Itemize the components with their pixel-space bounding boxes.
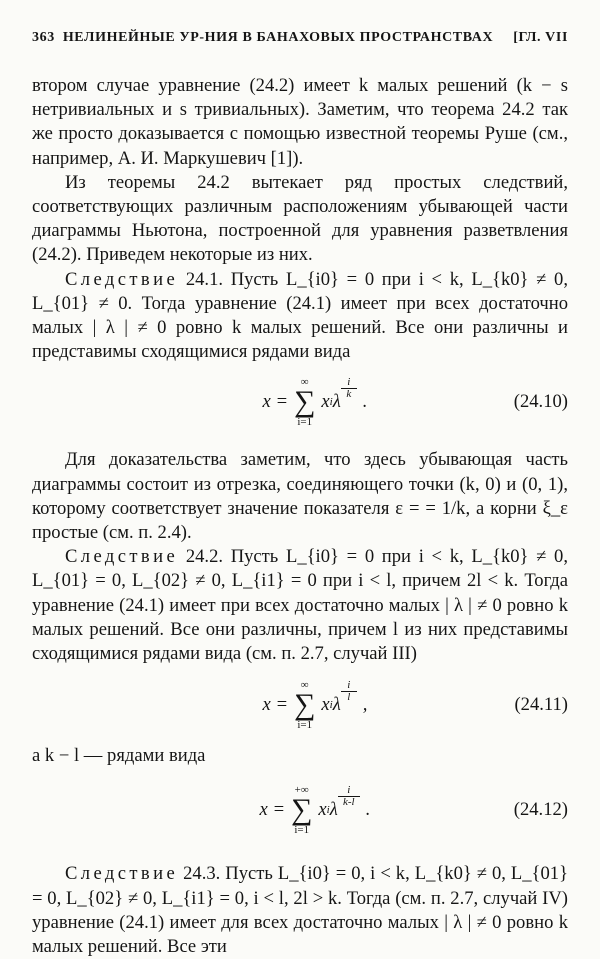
paragraph-4: Для доказательства заметим, что здесь убывающая часть диаграммы состоит из отрезка, соединяющего точки (k, 0) и (0, 1), которому соответствует значение показателя ε = = 1/k, а корни ξ_ε простые (см. п. 2.4). bbox=[32, 449, 568, 544]
corollary-label: Следствие bbox=[65, 863, 179, 885]
exponent: i k bbox=[341, 377, 357, 400]
exponent: i k-l bbox=[338, 785, 360, 808]
running-header bbox=[32, 30, 568, 46]
equation-number: (24.11) bbox=[514, 694, 568, 716]
corollary-24-3: Следствие 24.3. Пусть L_{i0} = 0, i < k, L_{k0} ≠ 0, L_{01} = 0, L_{02} ≠ 0, L_{i1} = 0, i < l, 2l > k. Тогда (см. п. 2.7, случай IV) уравнение (24.1) имеет для всех достаточно малых | λ | ≠ 0 ровно k малых решений. Все эти bbox=[32, 863, 568, 958]
corollary-24-1: Следствие 24.1. Пусть L_{i0} = 0 при i < k, L_{k0} ≠ 0, L_{01} ≠ 0. Тогда уравнение (24.1) имеет при всех достаточно малых | λ | ≠ 0 ровно k малых решений. Все они различны и представимы сходящимися рядами вида bbox=[32, 268, 568, 363]
corollary-label: Следствие bbox=[65, 268, 179, 290]
corollary-24-2: Следствие 24.2. Пусть L_{i0} = 0 при i < k, L_{k0} ≠ 0, L_{01} = 0, L_{02} ≠ 0, L_{i1} = 0 при i < l, причем 2l < k. Тогда уравнение (24.1) имеет при всех достаточно малых | λ | ≠ 0 ровно k малых решений. Все они различны, причем l из них представимы сходящимися рядами вида (см. п. 2.7, случай III) bbox=[32, 546, 568, 665]
paragraph-1: втором случае уравнение (24.2) имеет k малых решений (k − s нетривиальных и s тривиальных). Заметим, что теорема 24.2 так же просто доказывается с помощью известной теоремы Руше (см., например, А. И. Маркушевич [1]). bbox=[32, 75, 568, 169]
equation-24-11: x = ∞ ∑ i=1 x i λ i l , (24.11) bbox=[262, 678, 568, 732]
exponent: i l bbox=[341, 680, 357, 703]
chapter-label: [ГЛ. VII bbox=[513, 30, 568, 45]
corollary-label: Следствие bbox=[65, 546, 179, 568]
paragraph-2: Из теоремы 24.2 вытекает ряд простых следствий, соответствующих различным расположениям убывающей части диаграммы Ньютона, построенной для уравнения разветвления (24.2). Приведем некоторые из них. bbox=[32, 171, 568, 266]
paragraph-6: а k − l — рядами вида bbox=[32, 745, 206, 767]
sum-symbol: ∞ ∑ i=1 bbox=[294, 376, 316, 429]
sum-symbol: ∞ ∑ i=1 bbox=[294, 679, 316, 732]
equation-24-10: x = ∞ ∑ i=1 x i λ i k . (24.10) bbox=[262, 375, 568, 429]
equation-number: (24.10) bbox=[513, 391, 568, 413]
equation-number: (24.12) bbox=[513, 799, 568, 821]
book-page bbox=[32, 30, 568, 959]
sum-symbol: +∞ ∑ i=1 bbox=[291, 784, 313, 837]
running-title: НЕЛИНЕЙНЫЕ УР-НИЯ В БАНАХОВЫХ ПРОСТРАНСТВАХ bbox=[62, 30, 494, 45]
equation-24-12: x = +∞ ∑ i=1 x i λ i k-l . (24.12) bbox=[259, 783, 568, 837]
page-number: 363 bbox=[32, 30, 55, 45]
